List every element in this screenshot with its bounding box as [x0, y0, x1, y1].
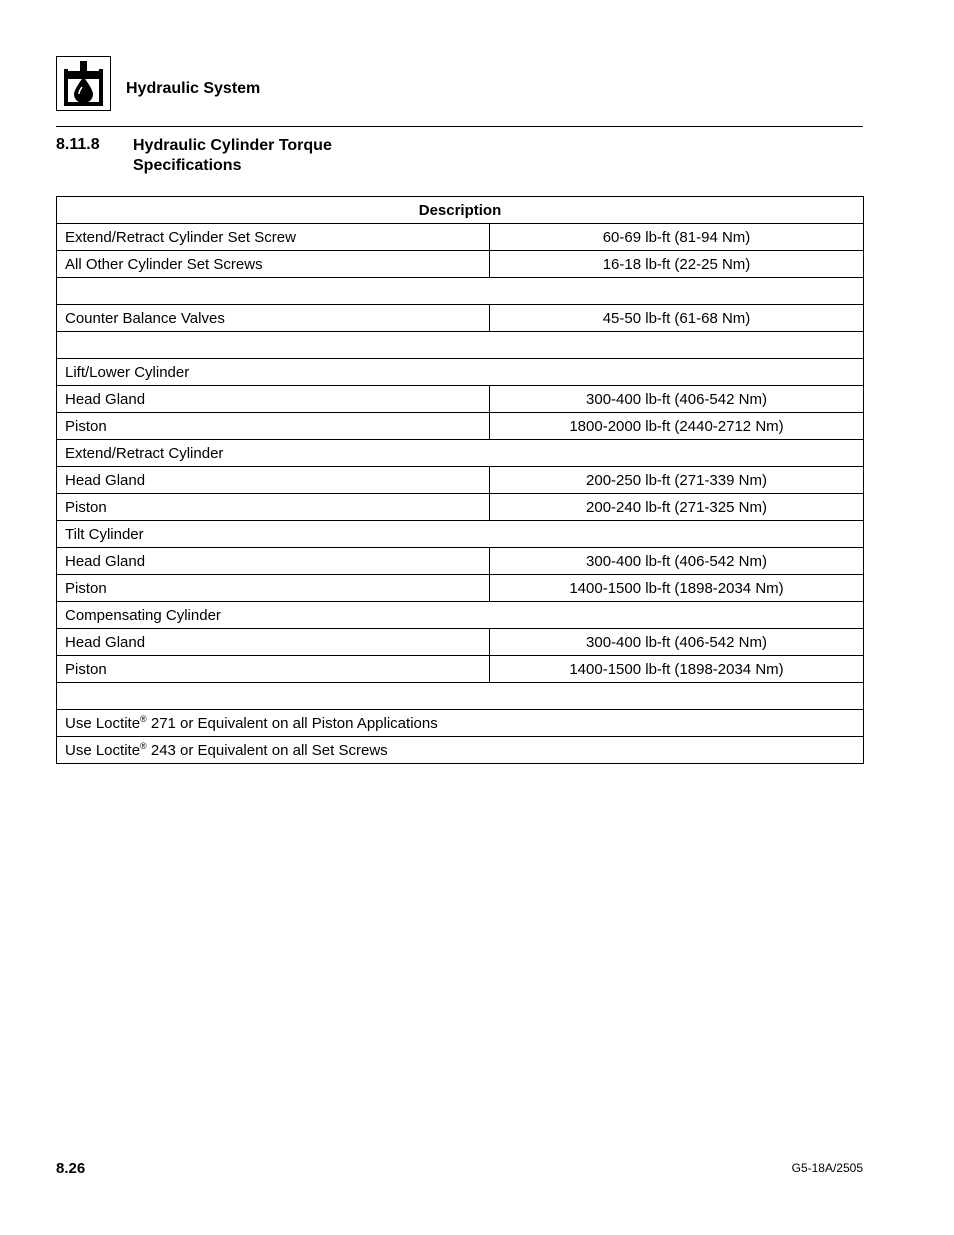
row-name: Head Gland	[57, 467, 490, 494]
row-value: 45-50 lb-ft (61-68 Nm)	[490, 305, 864, 332]
row-name: Piston	[57, 656, 490, 683]
spacer-row	[57, 683, 864, 710]
note-loctite-243	[57, 737, 864, 764]
torque-spec-table	[56, 196, 864, 764]
section-title-line1: Hydraulic Cylinder Torque	[133, 137, 332, 154]
registered-mark: ®	[140, 740, 147, 751]
row-name: Counter Balance Valves	[57, 305, 490, 332]
note-row	[57, 737, 864, 764]
spacer-cell	[57, 278, 864, 305]
registered-mark: ®	[140, 713, 147, 724]
group-label: Compensating Cylinder	[57, 602, 864, 629]
table-row	[57, 575, 864, 602]
spacer-row	[57, 278, 864, 305]
row-name: All Other Cylinder Set Screws	[57, 251, 490, 278]
row-value: 16-18 lb-ft (22-25 Nm)	[490, 251, 864, 278]
note-loctite-271	[57, 710, 864, 737]
table-row	[57, 413, 864, 440]
note-prefix: Use Loctite	[65, 741, 141, 759]
row-value: 300-400 lb-ft (406-542 Nm)	[490, 548, 864, 575]
spacer-cell	[57, 683, 864, 710]
group-label: Tilt Cylinder	[57, 521, 864, 548]
table-row	[57, 224, 864, 251]
note-text: 243 or Equivalent on all Set Screws	[146, 741, 388, 759]
row-value: 1400-1500 lb-ft (1898-2034 Nm)	[490, 575, 864, 602]
row-value: 300-400 lb-ft (406-542 Nm)	[490, 386, 864, 413]
row-name: Head Gland	[57, 629, 490, 656]
section-title-line2: Specifications	[133, 157, 242, 174]
note-text: 271 or Equivalent on all Piston Applications	[146, 714, 438, 732]
table-row	[57, 629, 864, 656]
row-value: 1400-1500 lb-ft (1898-2034 Nm)	[490, 656, 864, 683]
document-id: G5-18A/2505	[791, 1161, 863, 1175]
section-number: 8.11.8	[56, 136, 100, 153]
row-name: Head Gland	[57, 548, 490, 575]
table-row	[57, 305, 864, 332]
row-value: 300-400 lb-ft (406-542 Nm)	[490, 629, 864, 656]
row-value: 200-250 lb-ft (271-339 Nm)	[490, 467, 864, 494]
section-title	[133, 136, 332, 176]
header-divider	[56, 126, 863, 127]
page-number: 8.26	[56, 1160, 86, 1177]
note-prefix: Use Loctite	[65, 714, 141, 732]
spacer-row	[57, 332, 864, 359]
spacer-cell	[57, 332, 864, 359]
row-value: 1800-2000 lb-ft (2440-2712 Nm)	[490, 413, 864, 440]
row-name: Piston	[57, 494, 490, 521]
group-label: Extend/Retract Cylinder	[57, 440, 864, 467]
row-name: Piston	[57, 413, 490, 440]
row-value: 60-69 lb-ft (81-94 Nm)	[490, 224, 864, 251]
row-name: Extend/Retract Cylinder Set Screw	[57, 224, 490, 251]
row-value: 200-240 lb-ft (271-325 Nm)	[490, 494, 864, 521]
table-header-row	[57, 197, 864, 224]
table-row	[57, 548, 864, 575]
table-row	[57, 467, 864, 494]
note-row	[57, 710, 864, 737]
table-row	[57, 494, 864, 521]
table-row	[57, 386, 864, 413]
row-name: Head Gland	[57, 386, 490, 413]
header-title: Hydraulic System	[126, 80, 261, 97]
table-row	[57, 656, 864, 683]
hydraulic-logo	[56, 56, 111, 111]
group-row	[57, 521, 864, 548]
group-row	[57, 440, 864, 467]
hydraulic-oil-drop-icon	[61, 61, 106, 106]
table-header: Description	[57, 197, 864, 224]
table-row	[57, 251, 864, 278]
row-name: Piston	[57, 575, 490, 602]
group-row	[57, 359, 864, 386]
group-row	[57, 602, 864, 629]
group-label: Lift/Lower Cylinder	[57, 359, 864, 386]
